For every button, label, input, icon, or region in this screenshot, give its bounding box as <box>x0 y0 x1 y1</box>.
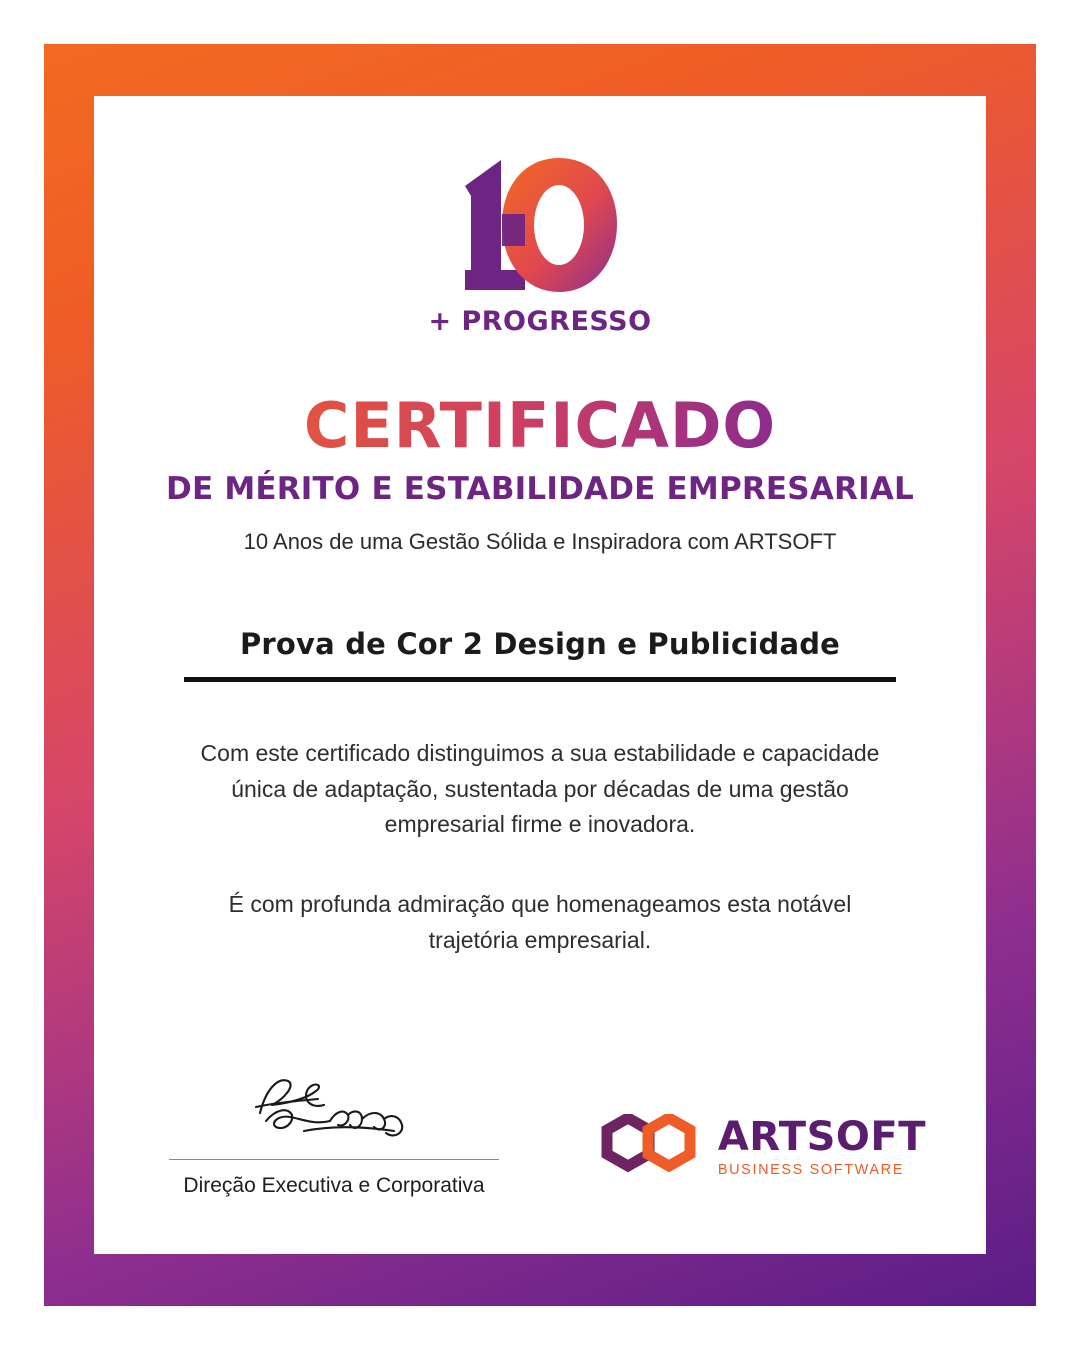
certificate-title: CERTIFICADO <box>303 389 777 462</box>
certificate-footer <box>154 1067 926 1198</box>
ten-years-logo <box>455 150 625 300</box>
artsoft-wordmark <box>717 1113 926 1178</box>
recipient-name: Prova de Cor 2 Design e Publicidade <box>239 627 841 661</box>
logo-tagline: + PROGRESSO <box>428 306 652 337</box>
artsoft-hexagons-logo-icon <box>598 1114 702 1180</box>
signature-block <box>154 1067 514 1198</box>
certificate-inner-card <box>94 96 986 1254</box>
recipient-underline <box>184 677 896 682</box>
handwritten-signature-icon <box>244 1067 424 1153</box>
certificate-tagline: 10 Anos de uma Gestão Sólida e Inspiradora com ARTSOFT <box>243 529 837 554</box>
artsoft-brand <box>598 1114 926 1180</box>
body-paragraph-2: É com profunda admiração que homenageamos esta notável trajetória empresarial. <box>228 890 852 953</box>
recipient-block <box>184 627 896 682</box>
artsoft-subtitle: BUSINESS SOFTWARE <box>717 1161 905 1178</box>
certificate-subtitle: DE MÉRITO E ESTABILIDADE EMPRESARIAL <box>166 471 914 507</box>
body-paragraph-1: Com este certificado distinguimos a sua estabilidade e capacidade única de adaptação, sustentada por décadas de uma gestão empresarial firme e inovadora. <box>200 740 880 838</box>
artsoft-name: ARTSOFT <box>717 1113 926 1160</box>
signature-label: Direção Executiva e Corporativa <box>183 1174 485 1197</box>
certificate-gradient-border <box>44 44 1036 1306</box>
signature-line <box>169 1159 499 1160</box>
